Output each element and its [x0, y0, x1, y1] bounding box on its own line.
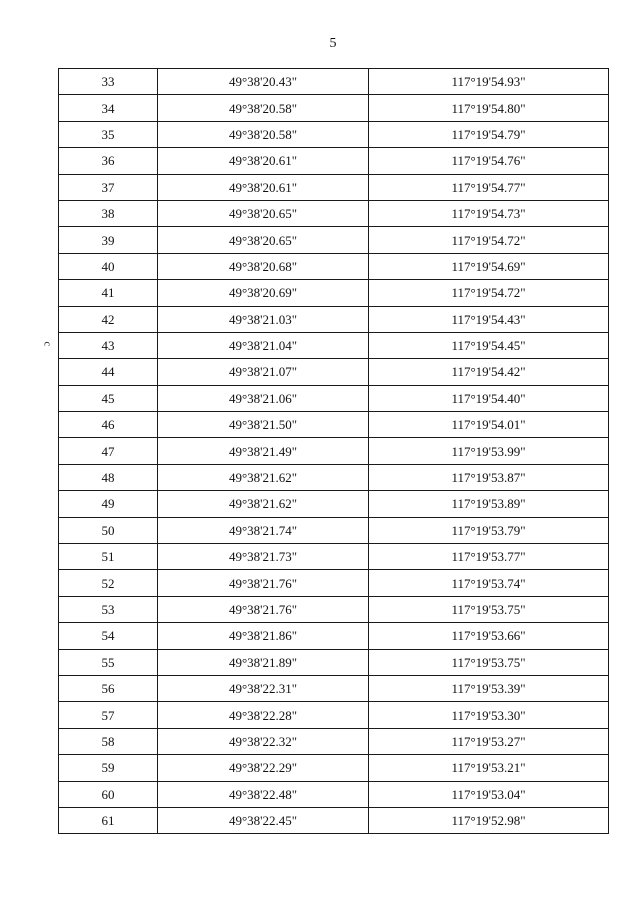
latitude-cell: 49°38'20.61" [158, 174, 369, 200]
table-row [59, 807, 609, 833]
longitude-cell: 117°19'54.93" [369, 69, 609, 95]
table-row [59, 755, 609, 781]
point-number-cell: 61 [59, 807, 158, 833]
table-row [59, 200, 609, 226]
table-row [59, 227, 609, 253]
coordinates-table-body [59, 69, 609, 834]
table-row [59, 412, 609, 438]
point-number-cell: 56 [59, 675, 158, 701]
page-number: 5 [329, 36, 337, 51]
longitude-cell: 117°19'54.42" [369, 359, 609, 385]
point-number-cell: 55 [59, 649, 158, 675]
latitude-cell: 49°38'21.86" [158, 623, 369, 649]
longitude-cell: 117°19'53.04" [369, 781, 609, 807]
longitude-cell: 117°19'53.75" [369, 649, 609, 675]
latitude-cell: 49°38'20.65" [158, 200, 369, 226]
table-row [59, 121, 609, 147]
point-number-cell: 38 [59, 200, 158, 226]
longitude-cell: 117°19'53.79" [369, 517, 609, 543]
table-row [59, 649, 609, 675]
point-number-cell: 51 [59, 544, 158, 570]
point-number-cell: 46 [59, 412, 158, 438]
longitude-cell: 117°19'53.39" [369, 675, 609, 701]
longitude-cell: 117°19'54.73" [369, 200, 609, 226]
point-number-cell: 45 [59, 385, 158, 411]
point-number-cell: 43 [59, 332, 158, 358]
latitude-cell: 49°38'20.58" [158, 121, 369, 147]
latitude-cell: 49°38'20.68" [158, 253, 369, 279]
table-row [59, 464, 609, 490]
point-number-cell: 39 [59, 227, 158, 253]
longitude-cell: 117°19'54.45" [369, 332, 609, 358]
longitude-cell: 117°19'54.76" [369, 148, 609, 174]
point-number-cell: 54 [59, 623, 158, 649]
coordinates-table [58, 68, 609, 834]
latitude-cell: 49°38'21.06" [158, 385, 369, 411]
table-row [59, 623, 609, 649]
latitude-cell: 49°38'21.76" [158, 570, 369, 596]
longitude-cell: 117°19'54.72" [369, 280, 609, 306]
longitude-cell: 117°19'53.75" [369, 596, 609, 622]
latitude-cell: 49°38'21.49" [158, 438, 369, 464]
latitude-cell: 49°38'22.48" [158, 781, 369, 807]
point-number-cell: 41 [59, 280, 158, 306]
table-row [59, 728, 609, 754]
point-number-cell: 58 [59, 728, 158, 754]
table-row [59, 69, 609, 95]
latitude-cell: 49°38'21.74" [158, 517, 369, 543]
longitude-cell: 117°19'54.01" [369, 412, 609, 438]
latitude-cell: 49°38'21.07" [158, 359, 369, 385]
point-number-cell: 57 [59, 702, 158, 728]
latitude-cell: 49°38'22.31" [158, 675, 369, 701]
table-row [59, 359, 609, 385]
point-number-cell: 52 [59, 570, 158, 596]
point-number-cell: 59 [59, 755, 158, 781]
table-row [59, 385, 609, 411]
longitude-cell: 117°19'53.21" [369, 755, 609, 781]
longitude-cell: 117°19'54.77" [369, 174, 609, 200]
point-number-cell: 33 [59, 69, 158, 95]
table-row [59, 148, 609, 174]
table-row [59, 95, 609, 121]
table-row [59, 517, 609, 543]
longitude-cell: 117°19'54.80" [369, 95, 609, 121]
latitude-cell: 49°38'21.50" [158, 412, 369, 438]
latitude-cell: 49°38'22.32" [158, 728, 369, 754]
longitude-cell: 117°19'54.72" [369, 227, 609, 253]
point-number-cell: 44 [59, 359, 158, 385]
point-number-cell: 50 [59, 517, 158, 543]
longitude-cell: 117°19'54.40" [369, 385, 609, 411]
table-row [59, 781, 609, 807]
table-row [59, 675, 609, 701]
longitude-cell: 117°19'53.66" [369, 623, 609, 649]
point-number-cell: 34 [59, 95, 158, 121]
table-row [59, 332, 609, 358]
table-row [59, 570, 609, 596]
point-number-cell: 49 [59, 491, 158, 517]
table-row [59, 253, 609, 279]
point-number-cell: 40 [59, 253, 158, 279]
point-number-cell: 42 [59, 306, 158, 332]
point-number-cell: 48 [59, 464, 158, 490]
latitude-cell: 49°38'21.62" [158, 491, 369, 517]
longitude-cell: 117°19'53.87" [369, 464, 609, 490]
table-row [59, 174, 609, 200]
longitude-cell: 117°19'54.79" [369, 121, 609, 147]
latitude-cell: 49°38'21.04" [158, 332, 369, 358]
point-number-cell: 53 [59, 596, 158, 622]
table-row [59, 280, 609, 306]
latitude-cell: 49°38'20.43" [158, 69, 369, 95]
margin-scan-mark: c [41, 341, 54, 347]
longitude-cell: 117°19'52.98" [369, 807, 609, 833]
latitude-cell: 49°38'22.29" [158, 755, 369, 781]
latitude-cell: 49°38'21.03" [158, 306, 369, 332]
point-number-cell: 37 [59, 174, 158, 200]
latitude-cell: 49°38'22.45" [158, 807, 369, 833]
point-number-cell: 36 [59, 148, 158, 174]
table-row [59, 438, 609, 464]
latitude-cell: 49°38'21.76" [158, 596, 369, 622]
latitude-cell: 49°38'21.89" [158, 649, 369, 675]
point-number-cell: 60 [59, 781, 158, 807]
table-row [59, 491, 609, 517]
latitude-cell: 49°38'20.65" [158, 227, 369, 253]
latitude-cell: 49°38'20.58" [158, 95, 369, 121]
latitude-cell: 49°38'22.28" [158, 702, 369, 728]
point-number-cell: 35 [59, 121, 158, 147]
latitude-cell: 49°38'20.69" [158, 280, 369, 306]
latitude-cell: 49°38'21.73" [158, 544, 369, 570]
table-row [59, 596, 609, 622]
latitude-cell: 49°38'20.61" [158, 148, 369, 174]
longitude-cell: 117°19'53.99" [369, 438, 609, 464]
longitude-cell: 117°19'53.74" [369, 570, 609, 596]
longitude-cell: 117°19'53.27" [369, 728, 609, 754]
table-row [59, 702, 609, 728]
longitude-cell: 117°19'54.69" [369, 253, 609, 279]
longitude-cell: 117°19'53.77" [369, 544, 609, 570]
longitude-cell: 117°19'54.43" [369, 306, 609, 332]
point-number-cell: 47 [59, 438, 158, 464]
longitude-cell: 117°19'53.89" [369, 491, 609, 517]
table-row [59, 306, 609, 332]
latitude-cell: 49°38'21.62" [158, 464, 369, 490]
table-row [59, 544, 609, 570]
longitude-cell: 117°19'53.30" [369, 702, 609, 728]
